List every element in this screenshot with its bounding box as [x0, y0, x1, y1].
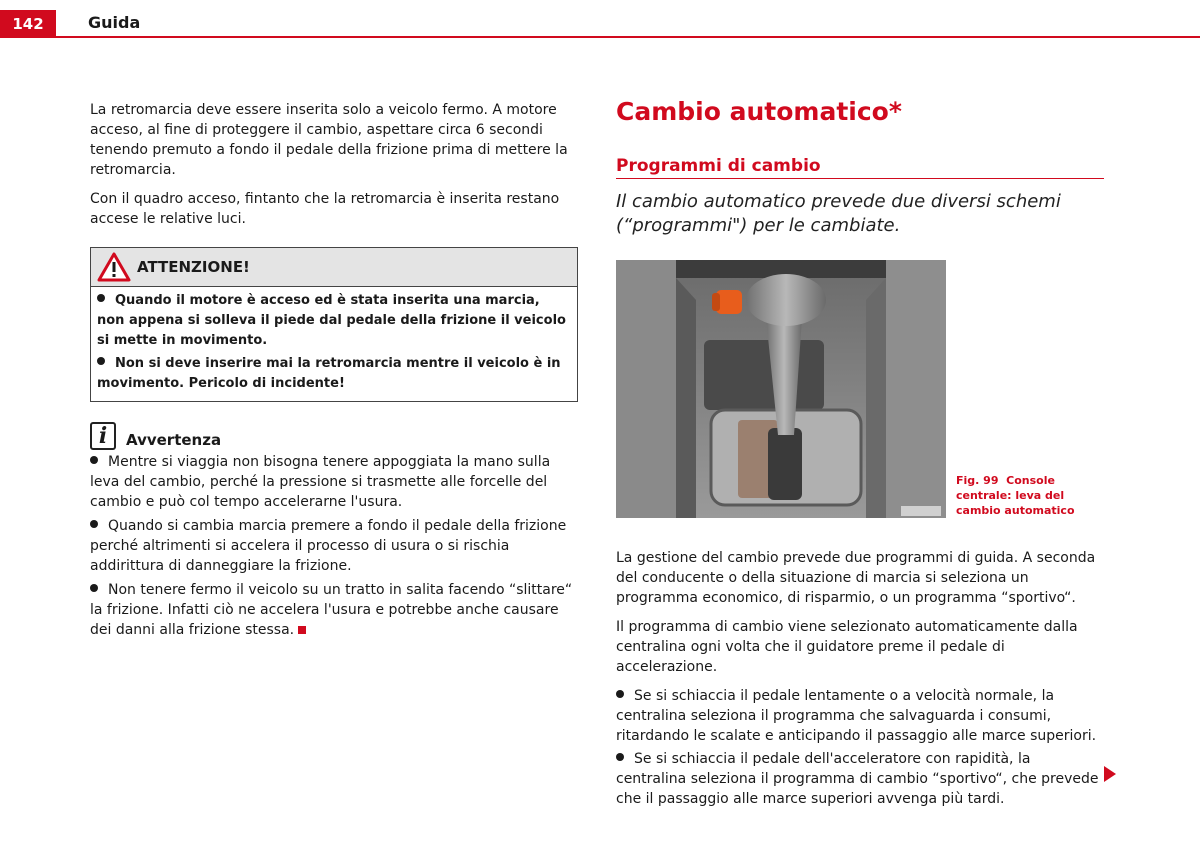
header-title: Guida	[88, 13, 141, 32]
figure-caption-text: Console centrale: leva del cambio automatico	[956, 474, 1075, 517]
warning-item: Non si deve inserire mai la retromarcia mentre il veicolo è in movimento. Pericolo di incidente!	[97, 356, 561, 391]
note-block	[90, 422, 578, 640]
next-page-arrow-icon[interactable]	[1104, 766, 1116, 782]
warning-box	[90, 247, 578, 402]
header-rule	[0, 36, 1200, 38]
note-title: Avvertenza	[126, 431, 222, 449]
bullet-icon	[90, 456, 98, 464]
bullet-icon	[90, 520, 98, 528]
intro-text: Il cambio automatico prevede due diversi schemi (“programmi") per le cambiate.	[616, 191, 1061, 236]
figure-label: Fig. 99	[956, 474, 999, 487]
note-item: Mentre si viaggia non bisogna tenere appoggiata la mano sulla leva del cambio, perché la pressione si trasmette alle forcelle del cambio e può col tempo accelerarne l'usura.	[90, 454, 551, 510]
figure-caption	[956, 473, 1106, 518]
bullet-icon	[97, 357, 105, 365]
warning-triangle-icon	[97, 252, 131, 282]
paragraph: La retromarcia deve essere inserita solo a veicolo fermo. A motore acceso, al fine di proteggere il cambio, aspettare circa 6 secondi tenendo premuto a fondo il pedale della frizione prima di mettere la retromarcia.	[90, 102, 568, 178]
bullet-icon	[616, 690, 624, 698]
page-number: 142	[0, 10, 56, 38]
note-header	[90, 422, 578, 450]
paragraph: Con il quadro acceso, fintanto che la retromarcia è inserita restano accese le relative luci.	[90, 191, 560, 227]
end-of-section-icon	[298, 626, 306, 634]
page-header	[0, 0, 1200, 38]
info-i-icon: i	[90, 422, 116, 450]
figure	[616, 260, 1104, 518]
left-column	[90, 100, 578, 644]
note-item: Quando si cambia marcia premere a fondo il pedale della frizione perché altrimenti si accelera il processo di usura o si rischia addirittura di danneggiare la frizione.	[90, 518, 567, 574]
note-item: Non tenere fermo il veicolo su un tratto in salita facendo “slittare“ la frizione. Infatti ciò ne accelera l'usura e potrebbe anche causare dei danni alla frizione stessa.	[90, 582, 573, 638]
right-column	[616, 96, 1104, 812]
body-text	[616, 548, 1104, 809]
warning-title: ATTENZIONE!	[137, 258, 250, 276]
warning-item: Quando il motore è acceso ed è stata inserita una marcia, non appena si solleva il piede dal pedale della frizione il veicolo si mette in movimento.	[97, 293, 566, 348]
paragraph: La gestione del cambio prevede due programmi di guida. A seconda del conducente o della situazione di marcia si seleziona un programma economico, di risparmio, o un programma “sportivo“.	[616, 550, 1096, 606]
gear-lever-photo	[616, 260, 946, 518]
sub-title: Programmi di cambio	[616, 156, 1104, 179]
paragraph: Il programma di cambio viene selezionato automaticamente dalla centralina ogni volta che il guidatore preme il pedale di accelerazione.	[616, 619, 1078, 675]
bullet-icon	[90, 584, 98, 592]
section-title: Cambio automatico*	[616, 97, 902, 126]
list-item: Se si schiaccia il pedale lentamente o a velocità normale, la centralina seleziona il programma che salvaguarda i consumi, ritardando le scalate e anticipando il passaggio alle marce superiori.	[616, 688, 1097, 744]
warning-header	[91, 248, 577, 287]
bullet-icon	[616, 753, 624, 761]
list-item: Se si schiaccia il pedale dell'acceleratore con rapidità, la centralina seleziona il programma di cambio “sportivo“, che prevede che il passaggio alle marce superiori avvenga più tardi.	[616, 751, 1099, 807]
bullet-icon	[97, 294, 105, 302]
warning-body	[91, 287, 577, 401]
